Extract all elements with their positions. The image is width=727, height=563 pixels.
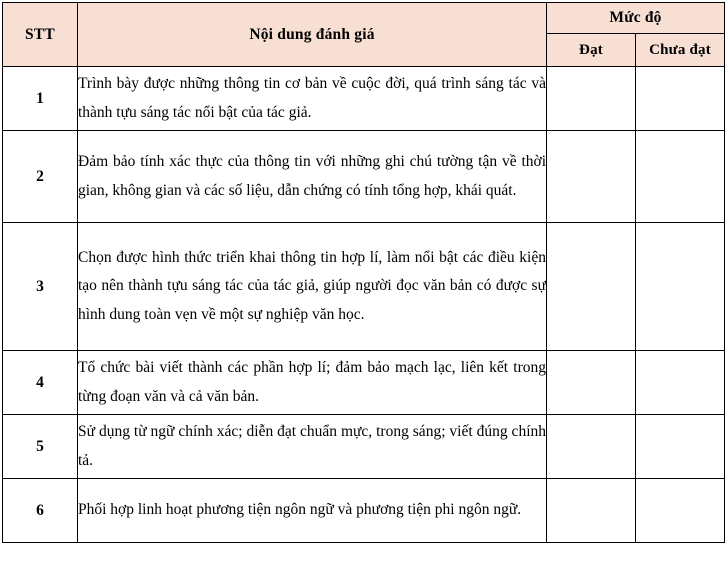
row-fail-cell[interactable]	[636, 415, 725, 479]
row-pass-cell[interactable]	[547, 351, 636, 415]
header-level: Mức độ	[547, 3, 725, 34]
row-content: Chọn được hình thức triển khai thông tin hợp lí, làm nổi bật các điều kiện tạo nên thành tựu sáng tác của tác giả, giúp người đọc văn bản có được sự hình dung toàn vẹn về một sự nghiệp văn học.	[78, 223, 547, 351]
table-row	[3, 351, 725, 415]
row-number: 2	[3, 131, 78, 223]
row-pass-cell[interactable]	[547, 67, 636, 131]
row-number: 6	[3, 479, 78, 543]
row-number: 5	[3, 415, 78, 479]
row-fail-cell[interactable]	[636, 131, 725, 223]
row-fail-cell[interactable]	[636, 479, 725, 543]
row-number: 4	[3, 351, 78, 415]
header-content: Nội dung đánh giá	[78, 3, 547, 67]
row-pass-cell[interactable]	[547, 131, 636, 223]
table-body	[3, 67, 725, 543]
table-header	[3, 3, 725, 67]
table-header-row-top	[3, 3, 725, 34]
header-fail: Chưa đạt	[636, 34, 725, 67]
table-row	[3, 67, 725, 131]
row-pass-cell[interactable]	[547, 415, 636, 479]
row-pass-cell[interactable]	[547, 223, 636, 351]
row-content: Tổ chức bài viết thành các phần hợp lí; đảm bảo mạch lạc, liên kết trong từng đoạn văn và cả văn bản.	[78, 351, 547, 415]
table-row	[3, 131, 725, 223]
row-fail-cell[interactable]	[636, 67, 725, 131]
row-content: Trình bày được những thông tin cơ bản về cuộc đời, quá trình sáng tác và thành tựu sáng tác nổi bật của tác giả.	[78, 67, 547, 131]
evaluation-rubric-table	[2, 2, 725, 543]
row-content: Sử dụng từ ngữ chính xác; diễn đạt chuẩn mực, trong sáng; viết đúng chính tả.	[78, 415, 547, 479]
row-pass-cell[interactable]	[547, 479, 636, 543]
row-number: 1	[3, 67, 78, 131]
row-content: Đảm bảo tính xác thực của thông tin với những ghi chú tường tận về thời gian, không gian và các số liệu, dẫn chứng có tính tổng hợp, khái quát.	[78, 131, 547, 223]
row-number: 3	[3, 223, 78, 351]
table-row	[3, 223, 725, 351]
row-fail-cell[interactable]	[636, 351, 725, 415]
header-stt: STT	[3, 3, 78, 67]
row-fail-cell[interactable]	[636, 223, 725, 351]
table-row	[3, 415, 725, 479]
row-content: Phối hợp linh hoạt phương tiện ngôn ngữ và phương tiện phi ngôn ngữ.	[78, 479, 547, 543]
header-pass: Đạt	[547, 34, 636, 67]
document-page	[0, 2, 727, 563]
table-row	[3, 479, 725, 543]
